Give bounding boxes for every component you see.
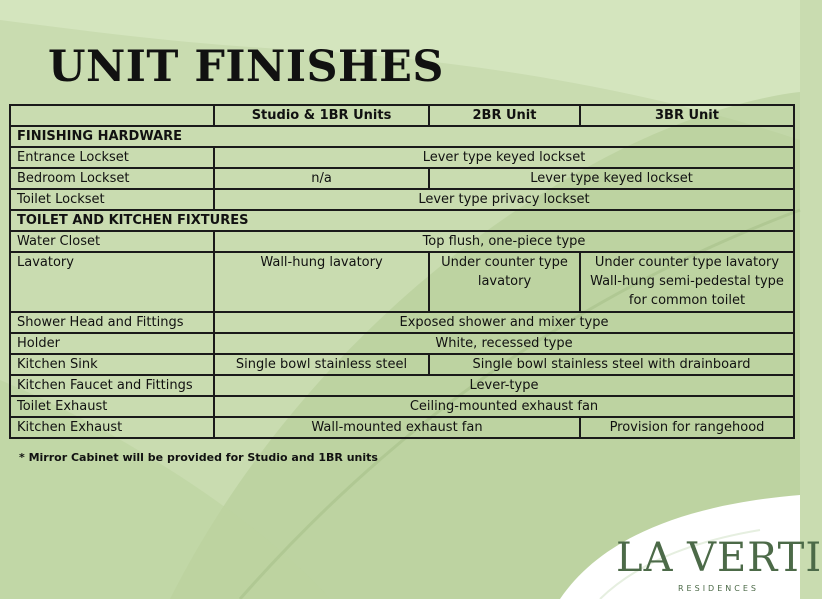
row-label: Entrance Lockset	[10, 147, 214, 168]
footnote: * Mirror Cabinet will be provided for Studio and 1BR units	[19, 451, 378, 464]
row-value: Wall-mounted exhaust fan	[214, 417, 580, 438]
row-label: Water Closet	[10, 231, 214, 252]
logo-wordmark: LA VERTI	[616, 535, 822, 581]
row-value-line: for common toilet	[628, 293, 746, 308]
table-row	[10, 354, 794, 375]
row-label: Kitchen Exhaust	[10, 417, 214, 438]
row-value-multiline	[429, 252, 580, 312]
table-row	[10, 375, 794, 396]
header-studio-1br: Studio & 1BR Units	[214, 105, 429, 126]
table-row	[10, 396, 794, 417]
section-toilet-kitchen: TOILET AND KITCHEN FIXTURES	[10, 210, 794, 231]
finishes-table	[9, 104, 795, 439]
row-label: Holder	[10, 333, 214, 354]
table-row	[10, 252, 794, 312]
logo-subtitle: RESIDENCES	[678, 584, 759, 593]
section-row	[10, 126, 794, 147]
row-value-line: lavatory	[477, 274, 532, 289]
row-label: Kitchen Faucet and Fittings	[10, 375, 214, 396]
row-value: Provision for rangehood	[580, 417, 794, 438]
row-label: Shower Head and Fittings	[10, 312, 214, 333]
row-value: Lever-type	[214, 375, 794, 396]
row-value: Top flush, one-piece type	[214, 231, 794, 252]
row-value: Lever type privacy lockset	[214, 189, 794, 210]
row-value: Wall-hung lavatory	[214, 252, 429, 312]
row-value: Ceiling-mounted exhaust fan	[214, 396, 794, 417]
row-value: Exposed shower and mixer type	[214, 312, 794, 333]
row-value-multiline	[580, 252, 794, 312]
row-label: Kitchen Sink	[10, 354, 214, 375]
row-value: Single bowl stainless steel	[214, 354, 429, 375]
table-row	[10, 231, 794, 252]
table-header-row	[10, 105, 794, 126]
row-value-line: Under counter type lavatory	[594, 255, 780, 270]
row-value: Lever type keyed lockset	[429, 168, 794, 189]
row-value: Single bowl stainless steel with drainboard	[429, 354, 794, 375]
table-row	[10, 333, 794, 354]
row-label: Bedroom Lockset	[10, 168, 214, 189]
page-title: UNIT FINISHES	[48, 42, 444, 92]
row-value-line: Wall-hung semi-pedestal type	[590, 274, 784, 289]
row-label: Toilet Exhaust	[10, 396, 214, 417]
header-3br: 3BR Unit	[580, 105, 794, 126]
row-label: Lavatory	[10, 252, 214, 312]
row-value: White, recessed type	[214, 333, 794, 354]
section-row	[10, 210, 794, 231]
row-value: Lever type keyed lockset	[214, 147, 794, 168]
header-2br: 2BR Unit	[429, 105, 580, 126]
la-verti-logo	[590, 528, 822, 594]
row-value-line: Under counter type	[441, 255, 568, 270]
row-value: n/a	[214, 168, 429, 189]
section-finishing-hardware: FINISHING HARDWARE	[10, 126, 794, 147]
table-row	[10, 417, 794, 438]
row-label: Toilet Lockset	[10, 189, 214, 210]
header-blank	[10, 105, 214, 126]
table-row	[10, 312, 794, 333]
table-row	[10, 189, 794, 210]
table-row	[10, 168, 794, 189]
table-row	[10, 147, 794, 168]
